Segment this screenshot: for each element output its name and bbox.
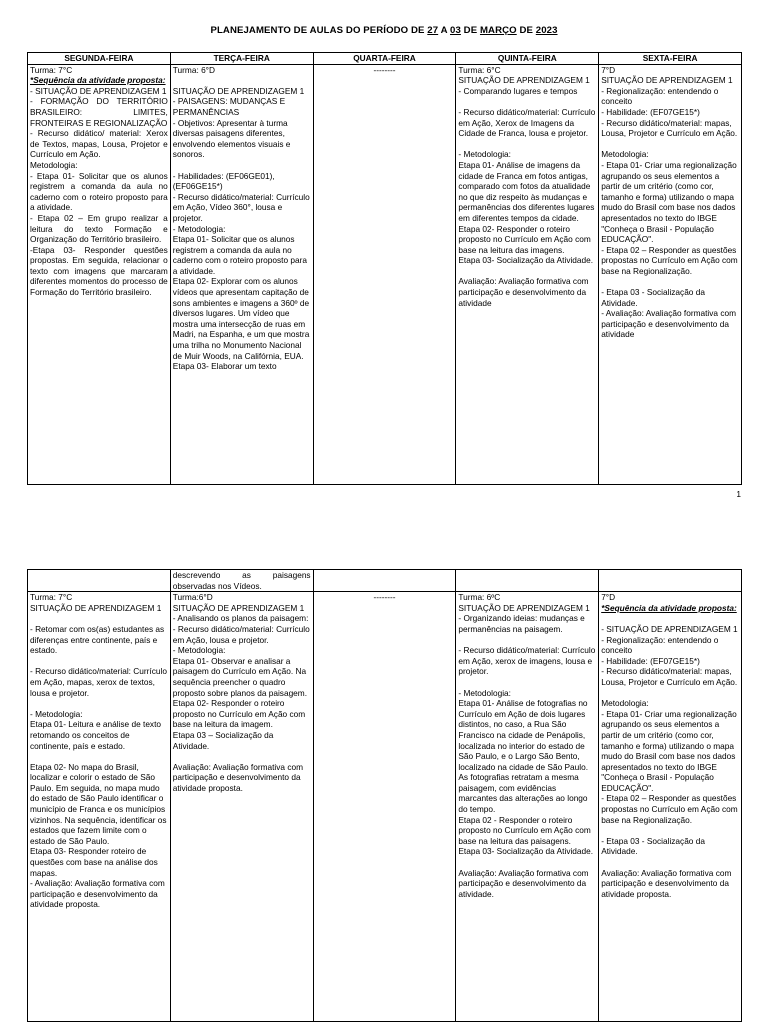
lesson-line: Avaliação: Avaliação formativa com participação e desenvolvimento da atividade proposta. — [601, 867, 734, 899]
empty-marker: -------- — [373, 592, 396, 603]
cell-wednesday — [313, 64, 456, 484]
lesson-line: Avaliação: Avaliação formativa com participação e desenvolvimento da atividade proposta. — [172, 761, 306, 793]
lesson-line: - Metodologia: — [172, 223, 226, 234]
class-label: Turma: 7°C — [30, 592, 73, 603]
lesson-line — [30, 751, 168, 762]
sequence-heading: *Sequência da atividade proposta: — [601, 602, 737, 613]
weekday-header-row — [28, 53, 742, 65]
title-start-day: 27 — [427, 25, 439, 36]
lesson-line: - Objetivos: Apresentar à turma diversas paisagens diferentes, envolvendo elementos visuais e sonoros. — [172, 117, 293, 160]
lesson-line — [601, 825, 739, 836]
lesson-line: - Metodologia: — [458, 687, 511, 698]
lesson-line: Etapa 01- Análise de fotografias no Currículo em Ação de dois lugares distintos, no caso, a Rua São Francisco na cidade de Penápolis, localizada no interior do estado de São Paulo, e o Largo São Bento, localizado na cidade de São Paulo. As fotografias retratam a mesma paisagem, com evidências marcantes das alterações ao longo do tempo. — [458, 698, 590, 815]
class-label: Turma: 6ºC — [458, 592, 501, 603]
cell-thursday — [456, 64, 599, 484]
cell-tuesday — [170, 592, 313, 1022]
lesson-line: Etapa 03 – Socialização da Atividade. — [172, 729, 276, 751]
cont-cell-wednesday — [313, 570, 456, 592]
lesson-row — [28, 592, 742, 1022]
lesson-line: Etapa 03- Responder roteiro de questões com base na análise dos mapas. — [30, 846, 161, 878]
lesson-line: - Metodologia: — [458, 149, 511, 160]
document-title — [0, 25, 768, 36]
lesson-line: Avaliação: Avaliação formativa com participação e desenvolvimento da atividade — [458, 276, 591, 308]
lesson-line: Etapa 03- Socialização da Atividade. — [458, 255, 594, 266]
lesson-line — [458, 677, 596, 688]
title-connector-de: DE — [460, 25, 480, 36]
lesson-line: - Recurso didático/material: mapas, Lousa, Projetor e Currículo em Ação. — [601, 666, 738, 687]
lesson-line: - FORMAÇÃO DO TERRITÓRIO BRASILEIRO: LIMITES, FRONTEIRAS E REGIONALIZAÇÃO — [30, 96, 171, 128]
page-number: 1 — [736, 489, 741, 499]
cell-monday — [28, 592, 171, 1022]
lesson-line: - Recurso didático/material: Currículo em Ação, mapas, xerox de textos, lousa e projetor. — [30, 666, 170, 698]
lesson-line: Etapa 03- Elaborar um texto — [172, 361, 277, 372]
class-label: Turma:6°D — [172, 592, 213, 603]
cell-monday — [28, 64, 171, 484]
lesson-line: -Etapa 03- Responder questões propostas. Em seguida, relacionar o texto com imagens que marcaram diferentes momentos do processo de Formação do Território brasileiro. — [30, 244, 171, 298]
cont-cell-thursday — [456, 570, 599, 592]
lesson-line — [458, 139, 596, 150]
lesson-line — [601, 139, 739, 150]
lesson-line — [601, 276, 739, 287]
lesson-row — [28, 64, 742, 484]
lesson-line: - Etapa 03 - Socialização da Atividade. — [601, 835, 707, 857]
lesson-line: - Recurso didático/material: mapas, Lousa, Projetor e Currículo em Ação. — [601, 117, 738, 139]
cell-wednesday — [313, 592, 456, 1022]
cell-friday — [599, 592, 742, 1022]
empty-marker: -------- — [373, 64, 396, 75]
lesson-line: - Etapa 02 – Em grupo realizar a leitura do texto Formação e Organização do Território brasileiro. — [30, 212, 171, 245]
lesson-line: - PAISAGENS: MUDANÇAS E PERMANÊNCIAS — [172, 96, 288, 117]
cont-cell-tuesday — [170, 570, 313, 592]
lesson-line: Metodologia: — [601, 698, 649, 709]
lesson-line: - Recurso didático/material: Currículo em Ação, Xerox de Imagens da Cidade de Franca, lousa e projetor. — [458, 106, 598, 139]
lesson-line: Metodologia: — [30, 159, 78, 170]
lesson-line: - Recurso didático/ material: Xerox de Textos, mapas, Lousa, Projetor e Currículo em Ação. — [30, 128, 171, 160]
header-friday: SEXTA-FEIRA — [599, 53, 742, 65]
class-label: Turma: 7°C — [30, 64, 73, 75]
lesson-line: - Metodologia: — [172, 645, 226, 656]
lesson-line — [30, 656, 168, 667]
lesson-line: Etapa 02- No mapa do Brasil, localizar e colorir o estado de São Paulo. Em seguida, no mapa mudo do estado de São Paulo identificar o município de Franca e os municípios vizinhos. Na sequência, identificar os estados que fazem limite com o estado de São Paulo. — [30, 761, 169, 846]
lesson-line: SITUAÇÃO DE APRENDIZAGEM 1 — [601, 75, 733, 86]
lesson-line: Avaliação: Avaliação formativa com participação e desenvolvimento da atividade. — [458, 867, 591, 899]
lesson-line — [458, 857, 596, 868]
lesson-lines — [30, 603, 168, 910]
lesson-line: - Recurso didático/material: Currículo em Ação, Vídeo 360°, lousa e projetor. — [172, 191, 313, 223]
lesson-line: Etapa 03- Socialização da Atividade. — [458, 846, 594, 857]
lesson-line: Etapa 01- Observar e analisar a paisagem do Currículo em Ação. Na sequência preencher o quadro proposto sobre planos da paisagem. — [172, 655, 309, 698]
lesson-line: - Etapa 03 - Socialização da Atividade. — [601, 287, 707, 308]
cont-cell-friday — [599, 570, 742, 592]
title-connector-de2: DE — [516, 25, 536, 36]
header-thursday: QUINTA-FEIRA — [456, 53, 599, 65]
cont-cell-monday — [28, 570, 171, 592]
lesson-line — [30, 698, 168, 709]
lesson-line: - Etapa 02 – Responder as questões propostas no Currículo em Ação com base na Regionalização. — [601, 244, 741, 276]
lesson-line: Etapa 02- Explorar com os alunos vídeos que apresentam capitação de sons ambientes e imagens a 360º de diversos lugares. Um vídeo que mostra uma intersecção de ruas em Madri, na Espanha, e um que mostra uma trilha no Monumento Nacional de Muir Woods, na Califórnia, EUA. — [172, 276, 312, 361]
lesson-line: - SITUAÇÃO DE APRENDIZAGEM 1 — [601, 623, 738, 634]
class-label: Turma: 6°C — [458, 64, 501, 75]
cell-friday — [599, 64, 742, 484]
lesson-line: - Comparando lugares e tempos — [458, 85, 578, 96]
lesson-line — [601, 613, 739, 624]
lesson-line — [601, 688, 739, 699]
lesson-line: Etapa 02- Responder o roteiro proposto no Currículo em Ação com base na leitura das imagens. — [458, 223, 594, 255]
title-end-day: 03 — [450, 25, 461, 36]
lesson-line: - Recurso didático/material: Currículo em Ação, xerox de imagens, lousa e projetor. — [458, 645, 598, 677]
lesson-line — [601, 857, 739, 868]
lesson-line — [173, 160, 311, 171]
continuation-row — [28, 570, 742, 592]
lesson-line — [173, 751, 311, 762]
lesson-line — [30, 613, 168, 624]
lesson-line — [458, 96, 596, 107]
cell-thursday — [456, 592, 599, 1022]
lesson-lines — [173, 603, 311, 794]
lesson-line — [173, 75, 311, 86]
lesson-line: Etapa 02- Responder o roteiro proposto no Currículo em Ação com base na leitura da imagem. — [172, 698, 308, 730]
lesson-line: SITUAÇÃO DE APRENDIZAGEM 1 — [458, 602, 590, 613]
continuation-text: descrevendo as paisagens observadas nos Vídeos. — [172, 570, 311, 591]
title-connector: A — [438, 25, 451, 36]
lesson-line — [458, 266, 596, 277]
lesson-line: - Habilidade: (EF07GE15*) — [601, 106, 700, 117]
lesson-lines — [30, 85, 171, 298]
lesson-line: - Analisando os planos da paisagem: — [172, 613, 309, 624]
title-prefix: PLANEJAMENTO DE AULAS DO PERÍODO DE — [210, 25, 428, 36]
lesson-plan-table-page1 — [27, 52, 742, 485]
lesson-line: SITUAÇÃO DE APRENDIZAGEM 1 — [30, 602, 162, 613]
lesson-line: - Avaliação: Avaliação formativa com participação e desenvolvimento da atividade — [601, 308, 739, 340]
class-label: 7°D — [601, 64, 616, 75]
header-monday: SEGUNDA-FEIRA — [28, 53, 171, 65]
lesson-line: - Recurso didático/material: Currículo em Ação, lousa e projetor. — [172, 623, 313, 645]
lesson-line: SITUAÇÃO DE APRENDIZAGEM 1 — [172, 85, 305, 96]
lesson-line: Etapa 01- Leitura e análise de texto retomando os conceitos de continente, país e estado. — [30, 719, 164, 751]
lesson-line: - Retomar com os(as) estudantes as diferenças entre continente, país e estado. — [30, 623, 167, 656]
class-label: Turma: 6°D — [172, 64, 215, 75]
lesson-line: - Organizando ideias: mudanças e permanências na paisagem. — [458, 613, 588, 634]
header-wednesday: QUARTA-FEIRA — [313, 53, 456, 65]
title-month: MARÇO — [479, 25, 517, 36]
lesson-line: - SITUAÇÃO DE APRENDIZAGEM 1 — [30, 85, 167, 96]
lesson-line — [458, 635, 596, 646]
lesson-line: - Etapa 01- Solicitar que os alunos registrem a comanda da aula no caderno com o roteiro proposto para a atividade. — [30, 170, 171, 213]
lesson-lines — [173, 75, 311, 372]
title-year: 2023 — [535, 25, 558, 36]
lesson-lines — [601, 613, 739, 899]
lesson-line: - Etapa 01- Criar uma regionalização agrupando os seus elementos a partir de um critério (como cor, tamanho e forma) utilizando o mapa mudo do Brasil com base nos dados apresentados no texto do IBGE "Conheça o Brasil - População EDUCAÇÃO". — [601, 708, 740, 793]
lesson-line: SITUAÇÃO DE APRENDIZAGEM 1 — [172, 602, 305, 613]
lesson-line: SITUAÇÃO DE APRENDIZAGEM 1 — [458, 75, 590, 86]
lesson-line: - Etapa 01- Criar uma regionalização agrupando os seus elementos a partir de um critério (como cor, tamanho e forma) utilizando o mapa mudo do Brasil com base nos dados apresentados no texto do IBGE "Conheça o Brasil - População EDUCAÇÃO". — [601, 159, 740, 245]
lesson-plan-table-page2 — [27, 569, 742, 1022]
lesson-lines — [458, 75, 596, 308]
lesson-line: Metodologia: — [601, 149, 649, 160]
lesson-line: - Habilidade: (EF07GE15*) — [601, 655, 700, 666]
class-label: 7°D — [601, 592, 616, 603]
lesson-line: - Habilidades: (EF06GE01), (EF06GE15*) — [172, 170, 278, 192]
lesson-lines — [601, 75, 739, 340]
lesson-line: - Regionalização: entendendo o conceito — [601, 85, 721, 107]
lesson-lines — [458, 603, 596, 900]
sequence-heading: *Sequência da atividade proposta: — [30, 75, 166, 86]
lesson-line: Etapa 01- Solicitar que os alunos registrem a comanda da aula no caderno com o roteiro proposto para a atividade. — [172, 234, 310, 276]
lesson-line: Etapa 02 - Responder o roteiro proposto no Currículo em Ação com base na leitura das paisagens. — [458, 814, 594, 846]
lesson-line: - Regionalização: entendendo o conceito — [601, 634, 721, 656]
header-tuesday: TERÇA-FEIRA — [170, 53, 313, 65]
lesson-line: - Metodologia: — [30, 708, 83, 719]
lesson-line: - Avaliação: Avaliação formativa com participação e desenvolvimento da atividade proposta. — [30, 878, 168, 910]
cell-tuesday — [170, 64, 313, 484]
lesson-line: Etapa 01- Análise de imagens da cidade de Franca em fotos antigas, comparado com fotos da atualidade no que diz respeito às mudanças e permanências dos diferentes lugares em diferentes tempos da cidade. — [458, 159, 597, 223]
lesson-line: - Etapa 02 – Responder as questões propostas no Currículo em Ação com base na Regionalização. — [601, 793, 741, 825]
